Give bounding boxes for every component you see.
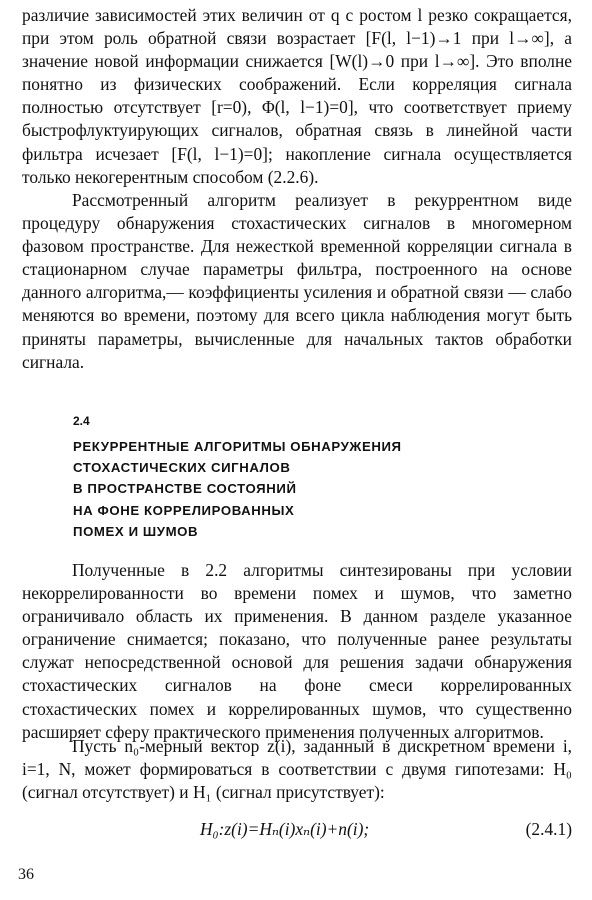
section-title-line: СТОХАСТИЧЕСКИХ СИГНАЛОВ xyxy=(73,460,291,476)
section-number: 2.4 xyxy=(73,414,90,428)
section-title-line: РЕКУРРЕНТНЫЕ АЛГОРИТМЫ ОБНАРУЖЕНИЯ xyxy=(73,439,402,454)
paragraph-4: Пусть n₀-мерный вектор z(i), заданный в дискретном времени i, i=1, N, может формироваться в соответствии с двумя гипотезами: H₀ (сигнал отсутствует) и H₁ (сигнал присутствует): xyxy=(22,736,572,803)
paragraph-3: Полученные в 2.2 алгоритмы синтезированы при условии некоррелированности во времени помех и шумов, что заметно ограничивало область их применения. В данном разделе указанное ограничение снимается; показано, что полученные ранее результаты служат непосредственной основой для решения задачи обнаружения стохастических сигналов на фоне смеси коррелированных стохастических помех и коррелированных шумов, что существенно расширяет сферу практического применения полученных алгоритмов. xyxy=(22,560,572,742)
equation-number: (2.4.1) xyxy=(525,819,572,839)
section-title xyxy=(73,436,493,542)
paragraph-2: Рассмотренный алгоритм реализует в рекуррентном виде процедуру обнаружения стохастических сигналов в многомерном фазовом пространстве. Для нежесткой временной корреляции сигнала в стационарном случае параметры фильтра, построенного на основе данного алгоритма,— коэффициенты усиления и обратной связи — слабо меняются во времени, поэтому для всего цикла наблюдения могут быть приняты параметры, вычисленные для начальных тактов обработки сигнала. xyxy=(22,190,572,372)
paragraph-1: различие зависимостей этих величин от q с ростом l резко сокращается, при этом роль обратной связи возрастает [F(l, l−1)→1 при l→∞], а значение новой информации снижается [W(l)→0 при l→∞]. Это вполне понятно из физических соображений. Если корреляция сигнала полностью отсутствует [r=0), Φ(l, l−1)=0], что соответствует приему быстрофлуктуирующих сигналов, обратная связь в линейной части фильтра исчезает [F(l, l−1)=0]; накопление сигнала осуществляется только некогерентным способом (2.2.6). xyxy=(22,5,572,187)
page-number: 36 xyxy=(18,866,34,883)
section-title-line: ПОМЕХ И ШУМОВ xyxy=(73,523,199,539)
equation-expression: H₀:z(i)=Hₙ(i)xₙ(i)+n(i); xyxy=(200,819,370,839)
section-title-line: НА ФОНЕ КОРРЕЛИРОВАННЫХ xyxy=(73,502,295,518)
section-title-line: В ПРОСТРАНСТВЕ СОСТОЯНИЙ xyxy=(73,481,297,497)
